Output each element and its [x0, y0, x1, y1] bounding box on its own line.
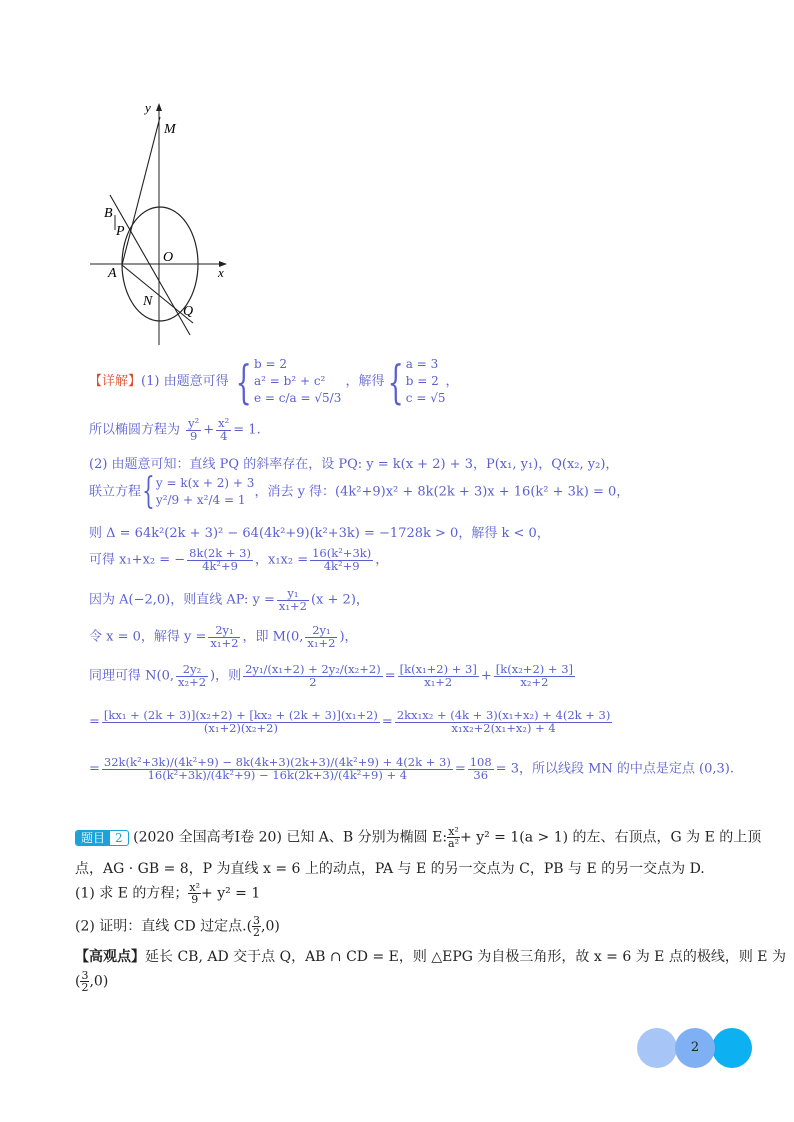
eq: a = 3 — [405, 357, 439, 371]
text: + y² = 1 — [201, 885, 261, 902]
text: ，消去 y 得：(4k²+9)x² + 8k(2k + 3)x + 16(k² + 3k) = 0， — [254, 484, 630, 500]
num: 16(k²+3k) — [312, 546, 372, 560]
label-q: Q — [183, 304, 194, 319]
text: 令 x = 0，解得 y = — [89, 629, 207, 645]
fraction — [310, 548, 373, 572]
fraction — [102, 710, 380, 734]
text: 所以椭圆方程为 — [89, 422, 181, 438]
ellipse-figure — [85, 95, 245, 350]
text: ， — [375, 552, 389, 568]
badge-label: 题目 — [76, 831, 110, 845]
text: = 1. — [233, 422, 261, 438]
label-o: O — [163, 250, 174, 265]
system-2 — [406, 356, 446, 407]
circle-decoration — [712, 1028, 752, 1068]
fraction — [188, 882, 201, 905]
brace: { — [142, 471, 155, 512]
fraction — [277, 588, 309, 612]
num: 2y₁ — [305, 625, 337, 638]
solution-line-3: (2) 由题意可知：直线 PQ 的斜率存在，设 PQ: y = k(x + 2) + 3，P(x₁, y₁)，Q(x₂, y₂)， — [89, 457, 619, 472]
text: 同理可得 N(0, — [89, 668, 174, 684]
num: 108 — [469, 755, 492, 769]
system-1 — [254, 356, 341, 407]
fraction — [186, 418, 201, 442]
num: y² — [188, 416, 200, 430]
label-y: y — [145, 100, 151, 115]
label-p: P — [116, 224, 125, 239]
den: x₂+2 — [177, 674, 207, 689]
fraction — [176, 664, 208, 688]
eq: b = 2 — [254, 357, 287, 371]
den: x₁+2 — [210, 635, 239, 650]
problem-line-1 — [75, 826, 765, 849]
problem-line-2: 点，AG · GB = 8，P 为直线 x = 6 上的动点，PA 与 E 的另一交点为 C，PB 与 E 的另一交点为 D. — [75, 861, 705, 877]
problem-line-3 — [75, 882, 765, 905]
fraction — [216, 418, 231, 442]
num: 3 — [81, 969, 89, 982]
den: 2 — [253, 926, 261, 939]
num: 2kx₁x₂ + (4k + 3)(x₁+x₂) + 4(2k + 3) — [396, 708, 611, 722]
label-b: B — [104, 206, 113, 221]
text: ,0) — [89, 973, 109, 990]
page-number: 2 — [690, 1040, 700, 1055]
den: x₁+2 — [307, 635, 336, 650]
insight-tag: 【高观点】 — [75, 949, 145, 965]
den: a² — [448, 837, 460, 850]
num: x² — [218, 416, 230, 430]
den: x₁x₂+2(x₁+x₂) + 4 — [451, 720, 556, 735]
system-3 — [156, 475, 255, 509]
y-axis-arrow — [156, 103, 162, 111]
text: )，则 — [210, 668, 242, 684]
solution-line-4 — [89, 471, 630, 512]
text: ，即 M(0, — [242, 629, 304, 645]
den: x₁+2 — [424, 674, 453, 689]
text: 延长 CB, AD 交于点 Q，AB ∩ CD = E，则 △EPG 为自极三角形，故 x = 6 为 E 点的极线，则 E 为 — [145, 949, 786, 965]
detail-tag: 【详解】 — [89, 374, 142, 389]
text: (1) 求 E 的方程； — [75, 885, 189, 902]
solution-line-8 — [89, 625, 358, 649]
num: [k(x₂+2) + 3] — [495, 662, 573, 676]
text: = — [454, 761, 466, 777]
badge-number: 2 — [115, 830, 123, 845]
solution-line-6 — [89, 548, 388, 572]
num: y₁ — [277, 588, 309, 601]
text: (2) 证明：直线 CD 过定点.( — [75, 918, 253, 935]
eq: y²/9 + x²/4 = 1 — [155, 493, 246, 507]
num: 32k(k²+3k)/(4k²+9) − 8k(4k+3)(2k+3)/(4k²+9) + 4(2k + 3) — [103, 755, 451, 769]
num: x² — [448, 825, 459, 838]
num: [kx₁ + (2k + 3)](x₂+2) + [kx₂ + (2k + 3)](x₁+2) — [103, 708, 378, 722]
den: 9 — [190, 428, 198, 443]
num: x² — [189, 881, 201, 894]
text: (x + 2)， — [310, 592, 369, 608]
den: 2 — [81, 981, 89, 994]
page-number-badge — [637, 1028, 752, 1068]
text: = — [381, 714, 393, 730]
den: 2 — [309, 674, 317, 689]
num: [k(x₁+2) + 3] — [399, 662, 477, 676]
fraction — [102, 757, 453, 781]
text: 可得 x₁+x₂ = − — [89, 552, 186, 568]
den: x₁+2 — [278, 598, 307, 613]
label-x: x — [218, 265, 224, 280]
solution-line-7 — [89, 588, 369, 612]
text: ， — [445, 374, 459, 389]
text: 联立方程 — [89, 484, 142, 500]
eq: e = c/a = √5/3 — [254, 391, 342, 405]
eq: c = √5 — [405, 391, 446, 405]
line-am — [122, 117, 160, 265]
eq: b = 2 — [405, 374, 439, 388]
num: 2y₂ — [176, 664, 208, 677]
den: (x₁+2)(x₂+2) — [203, 720, 278, 735]
den: x₂+2 — [520, 674, 549, 689]
text: (2020 全国高考Ⅰ卷 20) 已知 A、B 分别为椭圆 E: — [133, 829, 448, 846]
text: ( — [75, 973, 81, 990]
label-m: M — [164, 122, 176, 137]
den: 4k²+9 — [202, 558, 238, 573]
fraction — [494, 664, 575, 688]
label-n: N — [143, 294, 153, 309]
text: = — [89, 761, 100, 777]
brace: { — [235, 354, 252, 409]
fraction — [243, 664, 383, 688]
text: ，解得 — [345, 374, 385, 389]
text: 因为 A(−2,0)，则直线 AP: y = — [89, 592, 275, 608]
den: 16(k²+3k)/(4k²+9) − 16k(2k+3)/(4k²+9) + 4 — [147, 767, 408, 782]
problem-line-5 — [75, 949, 786, 965]
text: ,0) — [261, 918, 280, 935]
text: (1) 由题意可得 — [141, 374, 229, 389]
fraction — [208, 625, 240, 649]
den: 4 — [220, 428, 228, 443]
solution-line-9 — [89, 664, 577, 688]
den: 4k²+9 — [323, 558, 360, 573]
fraction — [252, 915, 261, 938]
num: 3 — [253, 914, 261, 927]
fraction — [447, 826, 460, 849]
text: = 3，所以线段 MN 的中点是定点 (0,3). — [495, 761, 735, 777]
solution-line-10 — [89, 710, 614, 734]
num: 8k(2k + 3) — [189, 546, 251, 560]
text: = — [89, 714, 100, 730]
text: )， — [339, 629, 358, 645]
solution-line-2: 所以椭圆方程为 $\frac{\text{y²}}{9}$ + $\frac{\text{x²}}{4}$ = 1. — [89, 416, 261, 443]
problem-badge — [75, 830, 129, 846]
fraction — [395, 710, 613, 734]
eq: a² = b² + c² — [254, 374, 326, 388]
text: = — [384, 668, 396, 684]
den: 36 — [473, 767, 489, 782]
text: ，x₁x₂ = — [254, 552, 309, 568]
solution-line-5: 则 Δ = 64k²(2k + 3)² − 64(4k²+9)(k²+3k) = −1728k > 0，解得 k < 0， — [89, 526, 550, 541]
fraction — [468, 757, 494, 781]
ellipse-diagram — [85, 95, 245, 350]
eq: y = k(x + 2) + 3 — [155, 476, 255, 490]
solution-line-1 — [89, 356, 459, 407]
text: + y² = 1(a > 1) 的左、右顶点，G 为 E 的上顶 — [460, 829, 762, 846]
problem-line-4 — [75, 915, 765, 938]
circle-decoration — [637, 1028, 677, 1068]
problem-line-6 — [75, 970, 765, 993]
den: 9 — [191, 893, 199, 906]
solution-line-11 — [89, 757, 734, 781]
fraction — [398, 664, 479, 688]
label-a: A — [108, 266, 117, 281]
text: + — [480, 668, 492, 684]
num: 2y₁/(x₁+2) + 2y₂/(x₂+2) — [245, 662, 381, 676]
fraction — [305, 625, 337, 649]
num: 2y₁ — [208, 625, 240, 638]
fraction — [187, 548, 253, 572]
brace: { — [387, 354, 404, 409]
